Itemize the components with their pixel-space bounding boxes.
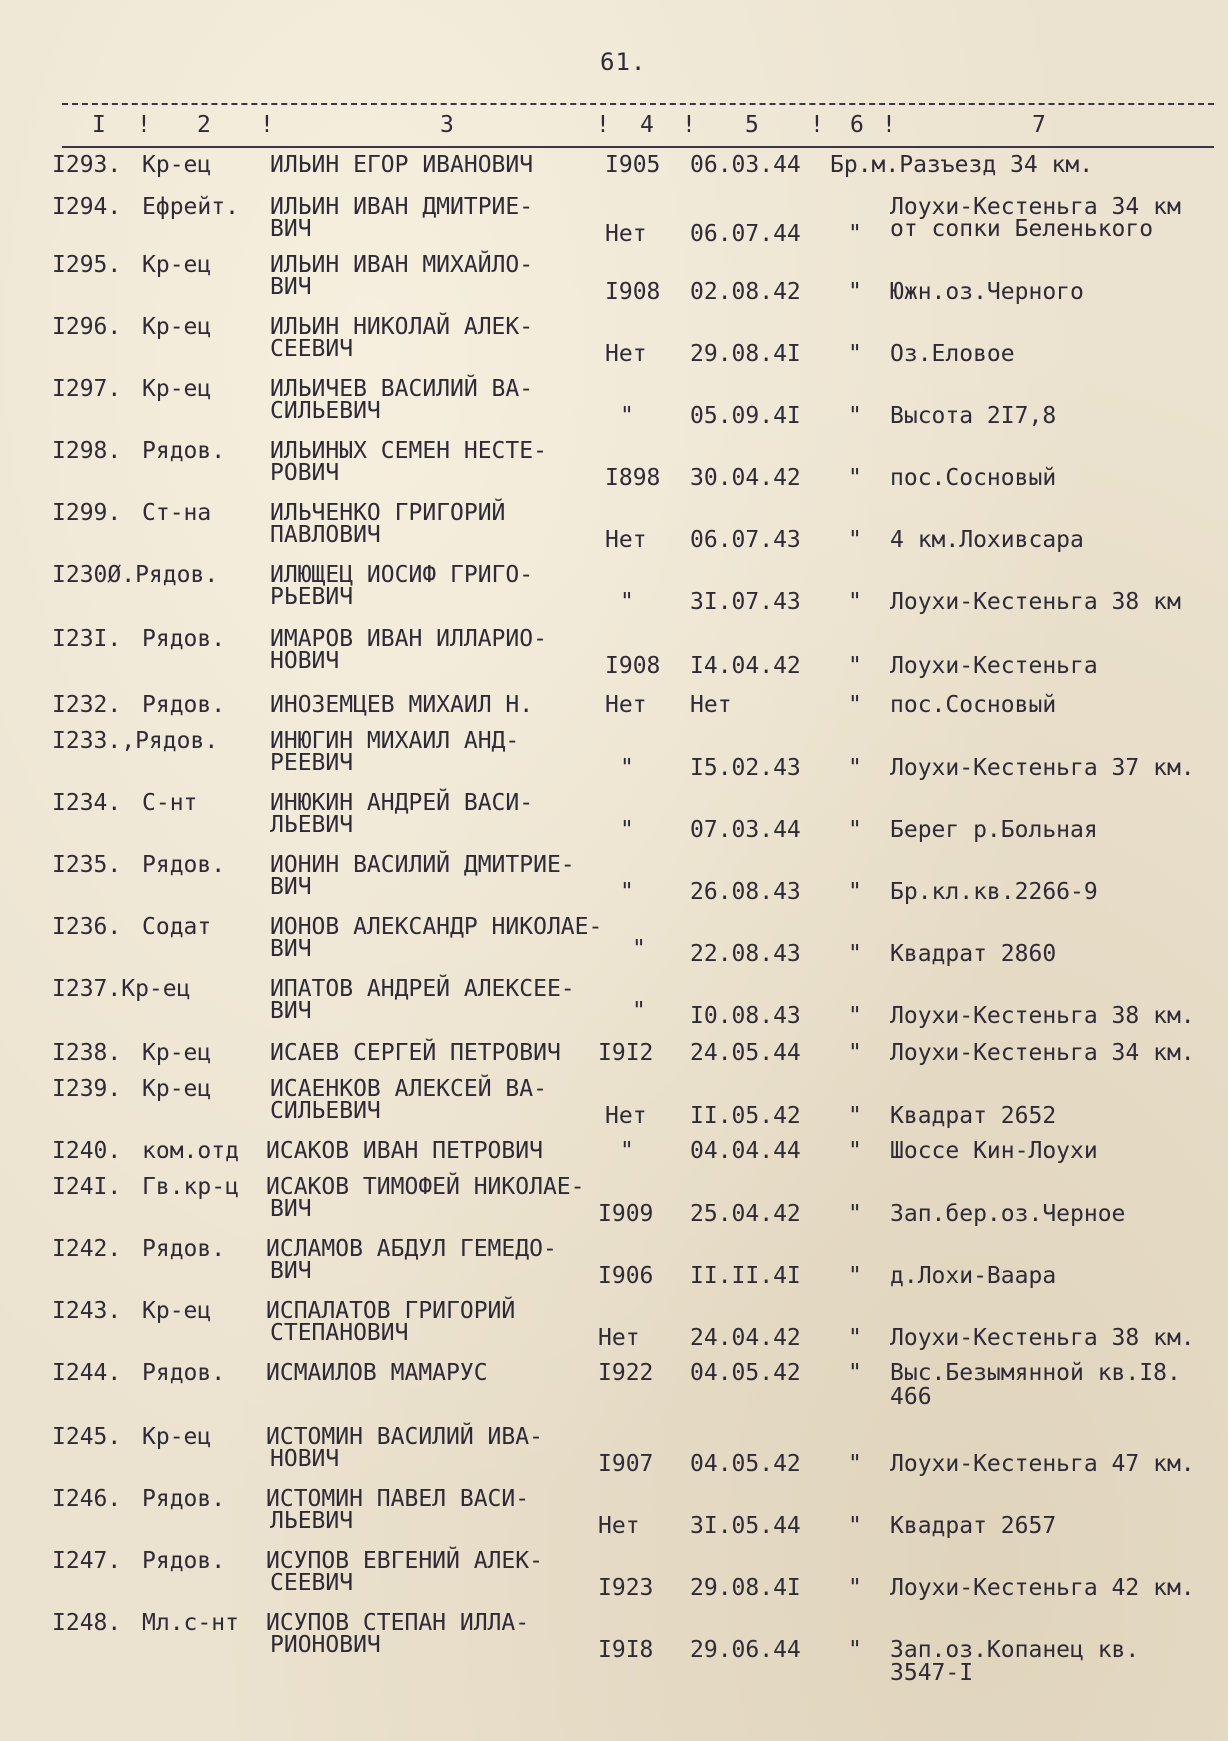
burial-place: Лоухи-Кестеньга 47 км. — [890, 1451, 1195, 1477]
burial-place-line-2: 3547-I — [890, 1660, 974, 1686]
table-row — [0, 194, 1228, 254]
record-number: I246. — [52, 1486, 122, 1512]
name-line-2: РЬЕВИЧ — [270, 584, 354, 610]
ditto-mark: " — [848, 1325, 862, 1351]
record-number: I24I. — [52, 1174, 122, 1200]
birth-year: I907 — [598, 1451, 654, 1477]
burial-place-line-1: Выс.Безымянной кв.I8. — [890, 1360, 1181, 1386]
table-row — [0, 1610, 1228, 1690]
burial-place: 4 км.Лохивсара — [890, 527, 1084, 553]
death-date: 29.08.4I — [690, 341, 801, 367]
name-line-1: ИЛЬИНЫХ СЕМЕН НЕСТЕ- — [270, 438, 547, 464]
name-line-2: ЛЬЕВИЧ — [270, 1508, 354, 1534]
rank: Ст-на — [142, 500, 212, 526]
birth-year: Нет — [605, 221, 647, 247]
burial-place: Бр.кл.кв.2266-9 — [890, 879, 1098, 905]
rank: Мл.с-нт — [142, 1610, 239, 1636]
name-line-2: РИОНОВИЧ — [270, 1632, 381, 1658]
name-line-1: ИЛЮЩЕЦ ИОСИФ ГРИГО- — [270, 562, 534, 588]
death-date: 30.04.42 — [690, 465, 801, 491]
col-header-2: 2 — [197, 112, 211, 138]
name-line-2: ВИЧ — [270, 274, 312, 300]
ditto-mark: " — [848, 341, 862, 367]
birth-year: Нет — [598, 1325, 640, 1351]
name-line-2: СЕЕВИЧ — [270, 1570, 354, 1596]
table-row — [0, 852, 1228, 912]
rank: Рядов. — [142, 1486, 226, 1512]
name-line-1: ИСТОМИН ВАСИЛИЙ ИВА- — [266, 1424, 543, 1450]
name-line-1: ИПАТОВ АНДРЕЙ АЛЕКСЕЕ- — [270, 976, 575, 1002]
birth-year: Нет — [598, 1513, 640, 1539]
col-header-6: 6 — [850, 112, 864, 138]
birth-year: I9I8 — [598, 1637, 654, 1663]
death-date: 26.08.43 — [690, 879, 801, 905]
burial-place: Лоухи-Кестеньга 37 км. — [890, 755, 1195, 781]
rank: Рядов. — [142, 852, 226, 878]
name-line-1: ИСАЕВ СЕРГЕЙ ПЕТРОВИЧ — [270, 1040, 561, 1066]
ditto-mark: " — [848, 1451, 862, 1477]
name-line-1: ИЛЬИН НИКОЛАЙ АЛЕК- — [270, 314, 534, 340]
death-date: 24.04.42 — [690, 1325, 801, 1351]
table-row — [0, 1548, 1228, 1608]
burial-place: д.Лохи-Ваара — [890, 1263, 1057, 1289]
col-header-7: 7 — [1032, 112, 1046, 138]
col-sep: ! — [596, 112, 610, 138]
burial-place: Оз.Еловое — [890, 341, 1015, 367]
rank: Рядов. — [142, 692, 226, 718]
record-number: I239. — [52, 1076, 122, 1102]
burial-place: Лоухи-Кестеньга 42 км. — [890, 1575, 1195, 1601]
col-header-4: 4 — [640, 112, 654, 138]
ditto-mark: " — [848, 1201, 862, 1227]
ditto-mark: " — [848, 755, 862, 781]
name-line-1: ИСУПОВ СТЕПАН ИЛЛА- — [266, 1610, 530, 1636]
death-date: I5.02.43 — [690, 755, 801, 781]
birth-year: " — [620, 817, 634, 843]
record-number: I243. — [52, 1298, 122, 1324]
birth-year: " — [632, 998, 646, 1024]
rank: Рядов. — [142, 1548, 226, 1574]
burial-place-line-1: Лоухи-Кестеньга 34 км — [890, 194, 1181, 220]
name-line-1: ИСЛАМОВ АБДУЛ ГЕМЕДО- — [266, 1236, 557, 1262]
col-sep: ! — [260, 112, 274, 138]
birth-year: I905 — [605, 152, 661, 178]
rank: Кр-ец — [142, 376, 212, 402]
record-number: I23I. — [52, 626, 122, 652]
ditto-mark: " — [848, 817, 862, 843]
burial-place: Лоухи-Кестеньга 34 км. — [890, 1040, 1195, 1066]
record-number: I245. — [52, 1424, 122, 1450]
burial-place: Зап.бер.оз.Черное — [890, 1201, 1126, 1227]
burial-place: Берег р.Больная — [890, 817, 1098, 843]
name-line-2: ВИЧ — [270, 216, 312, 242]
table-row — [0, 1424, 1228, 1484]
burial-place-line-2: 466 — [890, 1384, 932, 1410]
burial-place: пос.Сосновый — [890, 465, 1057, 491]
death-date: 05.09.4I — [690, 403, 801, 429]
rank: Кр-ец — [142, 1076, 212, 1102]
rank: Кр-ец — [142, 1298, 212, 1324]
table-row — [0, 728, 1228, 788]
death-date: 29.08.4I — [690, 1575, 801, 1601]
name-line-1: ИНОЗЕМЦЕВ МИХАИЛ Н. — [270, 692, 534, 718]
record-number: I240. — [52, 1138, 122, 1164]
record-number: I295. — [52, 252, 122, 278]
name-line-2: РОВИЧ — [270, 460, 340, 486]
name-line-1: ИСУПОВ ЕВГЕНИЙ АЛЕК- — [266, 1548, 543, 1574]
death-date: 06.07.43 — [690, 527, 801, 553]
death-date: 25.04.42 — [690, 1201, 801, 1227]
death-date: 04.05.42 — [690, 1451, 801, 1477]
record-number: I234. — [52, 790, 122, 816]
burial-place: Южн.оз.Черного — [890, 279, 1084, 305]
name-line-2: СИЛЬЕВИЧ — [270, 1098, 381, 1124]
record-number: I293. — [52, 152, 122, 178]
ditto-mark: " — [848, 1103, 862, 1129]
record-number: I230Ø.Рядов. — [52, 562, 219, 588]
death-date: 06.07.44 — [690, 221, 801, 247]
birth-year: Нет — [605, 341, 647, 367]
burial-place: Лоухи-Кестеньга 38 км — [890, 589, 1181, 615]
birth-year: I898 — [605, 465, 661, 491]
rank: Рядов. — [142, 438, 226, 464]
burial-place: пос.Сосновый — [890, 692, 1057, 718]
rank: Кр-ец — [142, 152, 212, 178]
burial-place: Бр.м.Разъезд 34 км. — [830, 152, 1094, 178]
header-rule-top — [62, 103, 1214, 105]
death-date: 24.05.44 — [690, 1040, 801, 1066]
table-row — [0, 790, 1228, 850]
table-row — [0, 1486, 1228, 1546]
name-line-1: ИОНОВ АЛЕКСАНДР НИКОЛАЕ- — [270, 914, 603, 940]
table-row — [0, 376, 1228, 436]
ditto-mark: " — [848, 589, 862, 615]
rank: Кр-ец — [142, 1040, 212, 1066]
name-line-1: ИНЮГИН МИХАИЛ АНД- — [270, 728, 520, 754]
record-number: I248. — [52, 1610, 122, 1636]
col-header-3: 3 — [440, 112, 454, 138]
record-number: I242. — [52, 1236, 122, 1262]
name-line-1: ИЛЬИН ИВАН ДМИТРИЕ- — [270, 194, 534, 220]
name-line-1: ИСАЕНКОВ АЛЕКСЕЙ ВА- — [270, 1076, 547, 1102]
name-line-2: НОВИЧ — [270, 648, 340, 674]
name-line-2: ЛЬЕВИЧ — [270, 812, 354, 838]
death-date: 22.08.43 — [690, 941, 801, 967]
name-line-2: СИЛЬЕВИЧ — [270, 398, 381, 424]
rank: Рядов. — [142, 1236, 226, 1262]
record-number: I298. — [52, 438, 122, 464]
rank: Гв.кр-ц — [142, 1174, 239, 1200]
birth-year: I908 — [605, 279, 661, 305]
ditto-mark: " — [848, 527, 862, 553]
birth-year: " — [632, 936, 646, 962]
name-line-1: ИСТОМИН ПАВЕЛ ВАСИ- — [266, 1486, 530, 1512]
table-row — [0, 1174, 1228, 1234]
record-number: I299. — [52, 500, 122, 526]
name-line-1: ИЛЬИЧЕВ ВАСИЛИЙ ВА- — [270, 376, 534, 402]
birth-year: I908 — [605, 653, 661, 679]
col-header-1: I — [92, 112, 106, 138]
birth-year: " — [620, 755, 634, 781]
death-date: 06.03.44 — [690, 152, 801, 178]
death-date: 3I.07.43 — [690, 589, 801, 615]
ditto-mark: " — [848, 1040, 862, 1066]
birth-year: Нет — [605, 692, 647, 718]
name-line-2: СЕЕВИЧ — [270, 336, 354, 362]
ditto-mark: " — [848, 221, 862, 247]
name-line-1: ИНЮКИН АНДРЕЙ ВАСИ- — [270, 790, 534, 816]
name-line-1: ИСАКОВ ТИМОФЕЙ НИКОЛАЕ- — [266, 1174, 585, 1200]
birth-year: " — [620, 589, 634, 615]
table-row — [0, 1076, 1228, 1136]
name-line-2: ВИЧ — [270, 998, 312, 1024]
name-line-2: СТЕПАНОВИЧ — [270, 1320, 409, 1346]
rank: Содат — [142, 914, 212, 940]
ditto-mark: " — [848, 1003, 862, 1029]
col-sep: ! — [882, 112, 896, 138]
header-rule-bottom — [62, 146, 1214, 148]
birth-year: " — [620, 403, 634, 429]
record-number: I238. — [52, 1040, 122, 1066]
table-row — [0, 914, 1228, 974]
rank: ком.отд — [142, 1138, 239, 1164]
record-number: I296. — [52, 314, 122, 340]
col-sep: ! — [810, 112, 824, 138]
name-line-1: ИЛЬЧЕНКО ГРИГОРИЙ — [270, 500, 506, 526]
table-row — [0, 976, 1228, 1036]
table-row — [0, 1236, 1228, 1296]
birth-year: I9I2 — [598, 1040, 654, 1066]
name-line-1: ИОНИН ВАСИЛИЙ ДМИТРИЕ- — [270, 852, 575, 878]
death-date: 3I.05.44 — [690, 1513, 801, 1539]
death-date: I4.04.42 — [690, 653, 801, 679]
record-number: I297. — [52, 376, 122, 402]
name-line-1: ИСПАЛАТОВ ГРИГОРИЙ — [266, 1298, 516, 1324]
record-number: I237.Кр-ец — [52, 976, 191, 1002]
page-number: 61. — [600, 48, 647, 76]
ditto-mark: " — [848, 465, 862, 491]
ditto-mark: " — [848, 692, 862, 718]
ditto-mark: " — [848, 879, 862, 905]
name-line-2: ВИЧ — [270, 1258, 312, 1284]
record-number: I244. — [52, 1360, 122, 1386]
ditto-mark: " — [848, 653, 862, 679]
ditto-mark: " — [848, 941, 862, 967]
rank: Кр-ец — [142, 314, 212, 340]
name-line-2: ВИЧ — [270, 874, 312, 900]
rank: Кр-ец — [142, 1424, 212, 1450]
col-sep: ! — [682, 112, 696, 138]
table-row — [0, 252, 1228, 312]
ditto-mark: " — [848, 1360, 862, 1386]
ditto-mark: " — [848, 1637, 862, 1663]
burial-place: Высота 2I7,8 — [890, 403, 1057, 429]
col-sep: ! — [137, 112, 151, 138]
table-row — [0, 1360, 1228, 1420]
record-number: I294. — [52, 194, 122, 220]
table-row — [0, 314, 1228, 374]
burial-place: Лоухи-Кестеньга — [890, 653, 1098, 679]
birth-year: I906 — [598, 1263, 654, 1289]
death-date: 02.08.42 — [690, 279, 801, 305]
name-line-2: НОВИЧ — [270, 1446, 340, 1472]
table-row — [0, 626, 1228, 686]
rank: С-нт — [142, 790, 198, 816]
death-date: Нет — [690, 692, 732, 718]
birth-year: I909 — [598, 1201, 654, 1227]
burial-place: Лоухи-Кестеньга 38 км. — [890, 1003, 1195, 1029]
rank: Ефрейт. — [142, 194, 239, 220]
table-row — [0, 438, 1228, 498]
death-date: 07.03.44 — [690, 817, 801, 843]
ditto-mark: " — [848, 1513, 862, 1539]
burial-place: Шоссе Кин-Лоухи — [890, 1138, 1098, 1164]
col-header-5: 5 — [745, 112, 759, 138]
death-date: 04.05.42 — [690, 1360, 801, 1386]
ditto-mark: " — [848, 1263, 862, 1289]
table-row — [0, 562, 1228, 622]
ditto-mark: " — [848, 1575, 862, 1601]
burial-place-line-2: от сопки Беленького — [890, 216, 1154, 242]
name-line-2: РЕЕВИЧ — [270, 750, 354, 776]
birth-year: " — [620, 879, 634, 905]
name-line-1: ИСАКОВ ИВАН ПЕТРОВИЧ — [266, 1138, 543, 1164]
record-number: I235. — [52, 852, 122, 878]
table-row — [0, 1298, 1228, 1358]
ditto-mark: " — [848, 279, 862, 305]
table-row — [0, 500, 1228, 560]
burial-place: Лоухи-Кестеньга 38 км. — [890, 1325, 1195, 1351]
death-date: II.II.4I — [690, 1263, 801, 1289]
birth-year: I923 — [598, 1575, 654, 1601]
name-line-2: ВИЧ — [270, 936, 312, 962]
death-date: 29.06.44 — [690, 1637, 801, 1663]
name-line-1: ИСМАИЛОВ МАМАРУС — [266, 1360, 488, 1386]
name-line-2: ВИЧ — [270, 1196, 312, 1222]
birth-year: I922 — [598, 1360, 654, 1386]
birth-year: Нет — [605, 527, 647, 553]
record-number: I236. — [52, 914, 122, 940]
rank: Рядов. — [142, 1360, 226, 1386]
burial-place: Квадрат 2652 — [890, 1103, 1057, 1129]
death-date: 04.04.44 — [690, 1138, 801, 1164]
record-number: I233.,Рядов. — [52, 728, 219, 754]
death-date: II.05.42 — [690, 1103, 801, 1129]
birth-year: Нет — [605, 1103, 647, 1129]
death-date: I0.08.43 — [690, 1003, 801, 1029]
burial-place: Квадрат 2657 — [890, 1513, 1057, 1539]
name-line-1: ИЛЬИН ЕГОР ИВАНОВИЧ — [270, 152, 534, 178]
name-line-1: ИМАРОВ ИВАН ИЛЛАРИО- — [270, 626, 547, 652]
rank: Рядов. — [142, 626, 226, 652]
birth-year: " — [620, 1138, 634, 1164]
name-line-2: ПАВЛОВИЧ — [270, 522, 381, 548]
name-line-1: ИЛЬИН ИВАН МИХАЙЛО- — [270, 252, 534, 278]
ditto-mark: " — [848, 403, 862, 429]
burial-place-line-1: Зап.оз.Копанец кв. — [890, 1637, 1140, 1663]
burial-place: Квадрат 2860 — [890, 941, 1057, 967]
rank: Кр-ец — [142, 252, 212, 278]
ditto-mark: " — [848, 1138, 862, 1164]
record-number: I232. — [52, 692, 122, 718]
record-number: I247. — [52, 1548, 122, 1574]
